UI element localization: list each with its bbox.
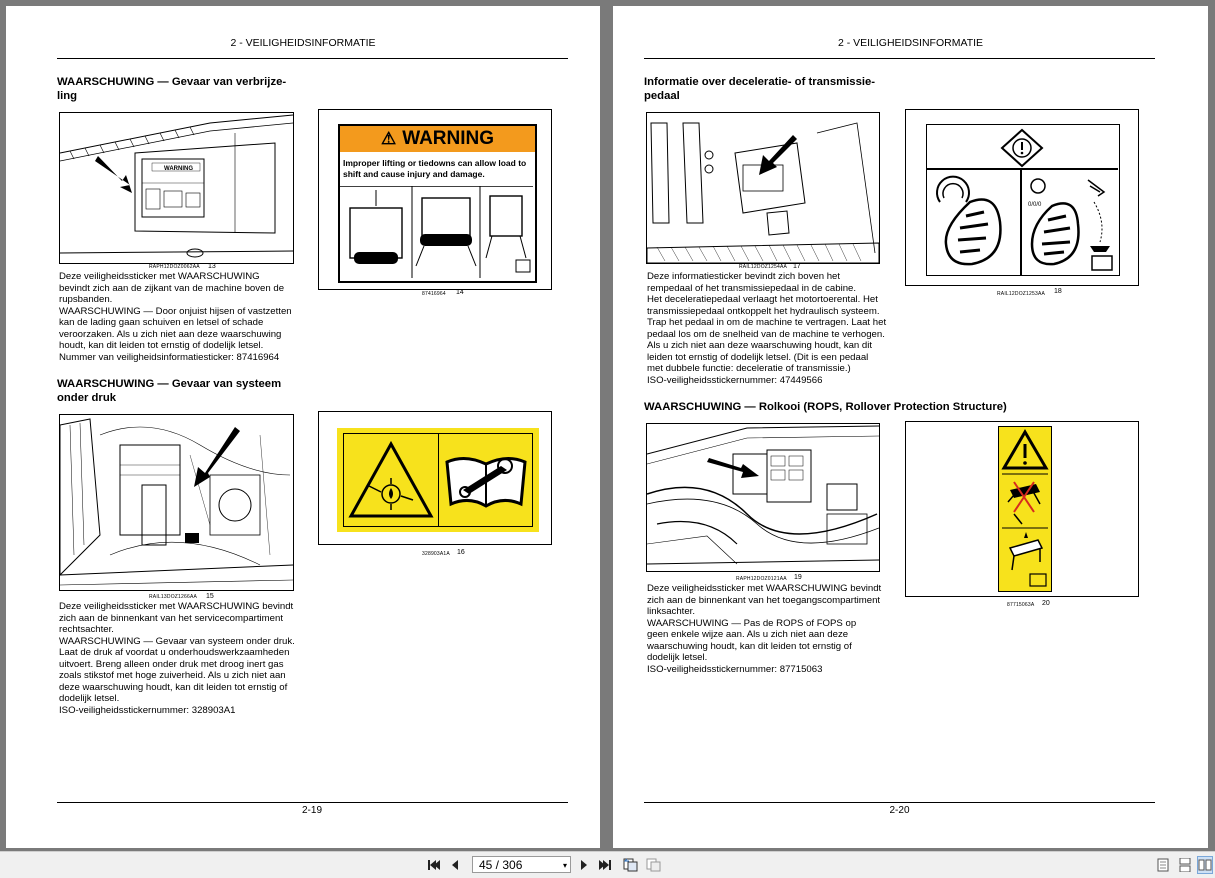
page-number-value: 45 / 306 [479, 858, 523, 872]
warning-triangle-icon: ⚠ [380, 129, 397, 148]
svg-text:0/0/0: 0/0/0 [1028, 202, 1042, 208]
machine-side-illustration [59, 112, 294, 264]
manual-book-icon [443, 442, 529, 518]
two-page-view-button[interactable] [1197, 856, 1213, 874]
forward-view-button[interactable] [645, 856, 663, 874]
figure-number: 16 [457, 549, 465, 556]
footer-rule [57, 802, 568, 803]
next-page-button[interactable] [577, 856, 591, 874]
figure-ref: 87715063A [1007, 602, 1035, 608]
section-body: Deze informatiesticker bevindt zich boven het rempedaal of het transmissiepedaal in de cabine. Het deceleratiepedaal verlaagt het motortoerental. Het transmissiepedaal ontkoppelt het hydraulisch systeem. Trap het pedaal in om de machine te vertragen. Laat het pedaal los om de snelheid van de machine te verhogen. Als u zich niet aan deze waarschuwing houdt, kan dit leiden tot ernstig of dodelijk letsel. (Dit is een pedaal met dubbele functie: deceleratie of transmissie.) ISO-veiligheidsstickernummer: 47449566 [647, 271, 887, 386]
continuous-view-button[interactable] [1177, 856, 1193, 874]
warning-banner: ⚠ WARNING [340, 126, 535, 152]
figure-number: 20 [1042, 600, 1050, 607]
figure-number: 15 [206, 593, 214, 600]
figure-ref: RAIL12DOZ1253AA [997, 291, 1046, 297]
figure-ref: RAPH12DOZ0121AA [736, 576, 787, 582]
first-page-icon [427, 859, 441, 871]
single-page-view-button[interactable] [1155, 856, 1171, 874]
page-number: 2-19 [301, 805, 322, 816]
rops-hazard-icons [1000, 428, 1050, 590]
figure-number: 19 [794, 574, 802, 581]
decal-text: Improper lifting or tiedowns can allow load to shift and cause injury and damage. [343, 158, 527, 179]
engine-compartment-illustration [59, 414, 294, 591]
prev-page-button[interactable] [448, 856, 462, 874]
page-number-input[interactable] [472, 856, 571, 873]
figure-ref: RAIL13DOZ1266AA [149, 594, 198, 600]
pressurized-system-decal [318, 411, 552, 545]
page-left [6, 6, 600, 848]
figure-number: 13 [208, 263, 216, 270]
lifting-warning-decal [318, 109, 552, 290]
continuous-page-icon [1179, 858, 1191, 872]
page-right [613, 6, 1208, 848]
access-compartment-illustration [646, 423, 880, 572]
previous-view-icon [623, 858, 639, 872]
two-page-icon [1198, 859, 1212, 871]
next-page-icon [579, 859, 589, 871]
section-body: Deze veiligheidssticker met WAARSCHUWING bevindt zich aan de binnenkant van het toegangscompartiment linksachter. WAARSCHUWING — Pas de ROPS of FOPS op geen enkele wijze aan. Als u zich niet aan deze waarschuwing houdt, kan dit leiden tot ernstig of dodelijk letsel. ISO-veiligheidsstickernummer: 87715063 [647, 583, 882, 675]
rops-warning-decal [905, 421, 1139, 597]
footer-rule [644, 802, 1155, 803]
pedal-location-illustration [646, 112, 880, 264]
figure-ref: RAIL12DOZ1254AA [739, 264, 788, 270]
section-body: Deze veiligheidssticker met WAARSCHUWING bevindt zich aan de zijkant van de machine boven de rupsbanden. WAARSCHUWING — Door onjuist hijsen of vastzetten kan de lading gaan schuiven en letsel of schade veroorzaken. Als u zich niet aan deze waarschuwing houdt, kan dit leiden tot ernstig of dodelijk letsel. Nummer van veiligheidsinformatiesticker: 87416964 [59, 271, 292, 363]
section-heading: WAARSCHUWING — Gevaar van verbrijze- ling [57, 76, 287, 102]
section-heading: WAARSCHUWING — Rolkooi (ROPS, Rollover Protection Structure) [644, 401, 1007, 413]
page-number: 2-20 [889, 805, 910, 816]
pressure-hazard-icon [347, 438, 435, 522]
page-header: 2 - VEILIGHEIDSINFORMATIE [837, 37, 984, 49]
last-page-button[interactable] [597, 856, 613, 874]
single-page-icon [1157, 858, 1169, 872]
svg-text:WARNING: WARNING [164, 166, 193, 172]
pedal-information-decal [905, 109, 1139, 286]
figure-ref: RAPH12DOZ0062AA [149, 264, 200, 270]
figure-number: 18 [1054, 288, 1062, 295]
figure-number: 14 [456, 289, 464, 296]
back-view-button[interactable] [622, 856, 640, 874]
figure-ref: 87416964 [422, 291, 446, 297]
prev-page-icon [450, 859, 460, 871]
figure-ref: 328903A1A [422, 551, 450, 557]
first-page-button[interactable] [426, 856, 442, 874]
section-body: Deze veiligheidssticker met WAARSCHUWING bevindt zich aan de binnenkant van het servicecompartiment rechtsachter. WAARSCHUWING — Gevaar van systeem onder druk. Laat de druk af voordat u onderhoudswerkzaamheden uitvoert. Breng alleen onder druk met droog inert gas zoals stikstof met hoge zuiverheid. Als u zich niet aan deze waarschuwing houdt, kan dit leiden tot ernstig of dodelijk letsel. ISO-veiligheidsstickernummer: 328903A1 [59, 601, 295, 716]
section-heading: WAARSCHUWING — Gevaar van systeem onder druk [57, 378, 282, 404]
last-page-icon [598, 859, 612, 871]
page-header: 2 - VEILIGHEIDSINFORMATIE [230, 37, 376, 49]
transmission-pedal-icon [1024, 172, 1116, 272]
section-heading: Informatie over deceleratie- of transmissie- pedaal [644, 76, 876, 102]
header-rule [57, 58, 568, 59]
next-view-icon [646, 858, 662, 872]
decelerate-pedal-icon [930, 172, 1018, 272]
viewer-toolbar [0, 851, 1215, 878]
info-diamond-icon [1000, 128, 1044, 168]
figure-number: 17 [793, 263, 801, 270]
dropdown-arrow-icon[interactable]: ▾ [562, 861, 567, 870]
header-rule [644, 58, 1155, 59]
